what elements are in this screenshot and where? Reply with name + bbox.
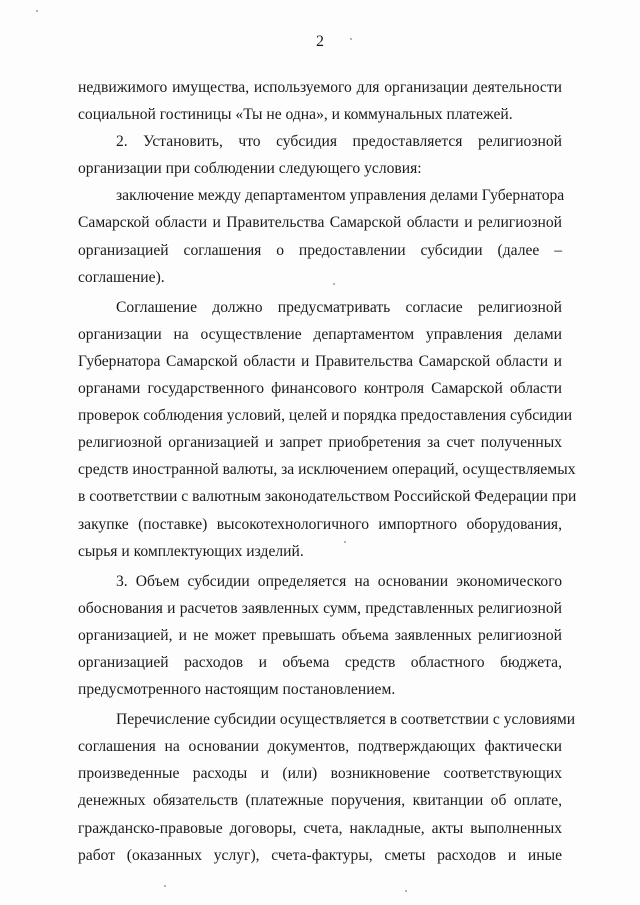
- text-line: соглашения на основании документов, подтверждающих фактически: [78, 738, 562, 756]
- text-line: Перечисление субсидии осуществляется в соответствии с условиями: [116, 711, 576, 729]
- text-line: работ (оказанных услуг), счета-фактуры, сметы расходов и иные: [78, 846, 562, 864]
- text-line: организацией соглашения о предоставлении субсидии (далее –: [78, 241, 562, 259]
- text-line: заключение между департаментом управления делами Губернатора: [116, 187, 565, 205]
- scan-speck: [350, 38, 352, 40]
- text-line: организацией, и не может превышать объема заявленных религиозной: [78, 626, 562, 644]
- text-line: произведенные расходы и (или) возникновение соответствующих: [78, 765, 562, 783]
- text-line: 2. Установить, что субсидия предоставляется религиозной: [116, 133, 562, 151]
- text-line: обоснования и расчетов заявленных сумм, представленных религиозной: [78, 599, 562, 617]
- text-line: предусмотренного настоящим постановлением.: [78, 681, 396, 699]
- text-line: недвижимого имущества, используемого для организации деятельности: [78, 79, 562, 96]
- scan-speck: [344, 541, 346, 543]
- text-line: организации при соблюдении следующего условия:: [78, 160, 422, 178]
- scan-speck: [405, 890, 407, 892]
- text-line: органами государственного финансового контроля Самарской области: [78, 380, 562, 398]
- paragraph-clause-2: [78, 128, 562, 182]
- text-line: средств иностранной валюты, за исключением операций, осуществляемых: [78, 461, 576, 479]
- text-line: в соответствии с валютным законодательством Российской Федерации при: [78, 488, 577, 506]
- page-number: 2: [316, 33, 324, 50]
- text-line: 3. Объем субсидии определяется на основании экономического: [116, 572, 562, 590]
- document-body: [78, 74, 577, 869]
- text-line: организацией расходов и объема средств областного бюджета,: [78, 653, 562, 671]
- text-line: соглашение).: [78, 268, 165, 286]
- text-line: проверок соблюдения условий, целей и порядка предоставления субсидии: [78, 407, 573, 425]
- text-line: социальной гостиницы «Ты не одна», и коммунальных платежей.: [78, 106, 513, 124]
- text-line: Самарской области и Правительства Самарской области и религиозной: [78, 214, 562, 232]
- scan-speck: [164, 885, 166, 887]
- scan-speck: [36, 10, 38, 12]
- paragraph-transfer: [78, 706, 576, 869]
- text-line: денежных обязательств (платежные поручения, квитанции об оплате,: [78, 792, 562, 810]
- paragraph-condition: [78, 182, 565, 290]
- paragraph-clause-3: [78, 568, 562, 703]
- text-line: религиозной организацией и запрет приобретения за счет полученных: [78, 434, 562, 452]
- text-line: сырья и комплектующих изделий.: [78, 542, 304, 560]
- text-line: гражданско-правовые договоры, счета, накладные, акты выполненных: [78, 819, 562, 837]
- text-line: организации на осуществление департаментом управления делами: [78, 325, 562, 343]
- text-line: Губернатора Самарской области и Правительства Самарской области и: [78, 352, 562, 370]
- paragraph-continuation: [78, 74, 562, 128]
- scan-speck: [333, 283, 335, 285]
- text-line: Соглашение должно предусматривать согласие религиозной: [116, 298, 562, 316]
- text-line: закупке (поставке) высокотехнологичного импортного оборудования,: [78, 515, 562, 533]
- paragraph-agreement: [78, 294, 577, 565]
